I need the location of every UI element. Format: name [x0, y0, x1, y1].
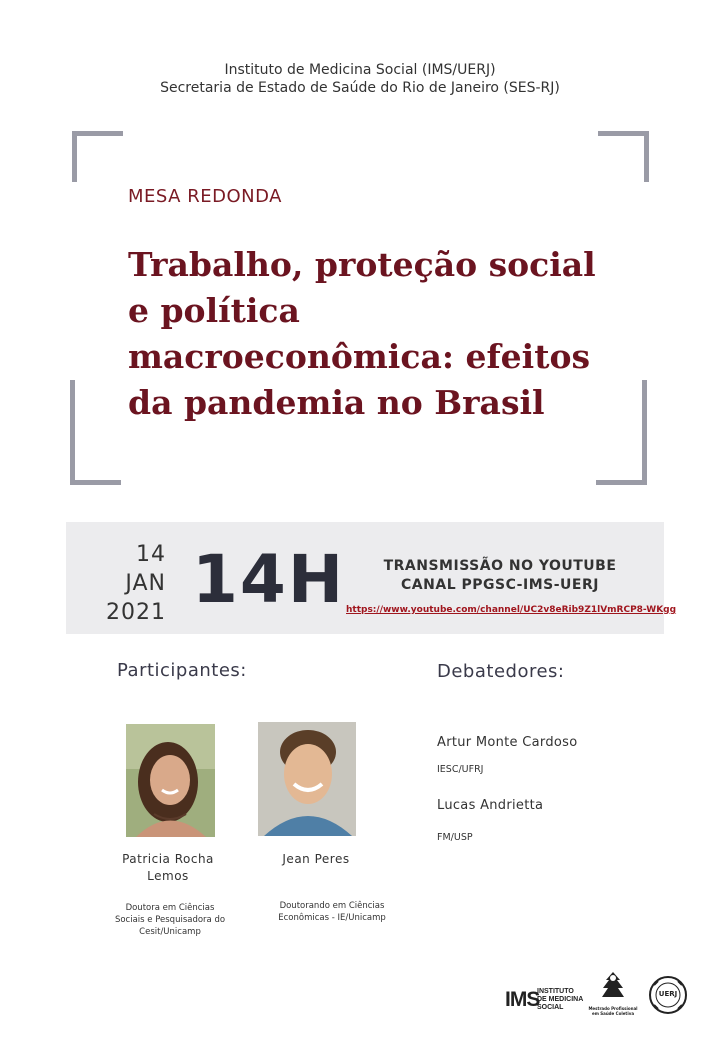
- title-line: Trabalho, proteção social: [128, 245, 596, 284]
- debater-affiliation: FM/USP: [437, 832, 473, 843]
- transmission-line-2: CANAL PPGSC-IMS-UERJ: [401, 577, 599, 593]
- mestrado-logo-text-line: Mestrado Profissional: [588, 1006, 638, 1011]
- title-line: da pandemia no Brasil: [128, 383, 545, 422]
- debaters-heading: Debatedores:: [437, 661, 565, 682]
- participant-desc-line: Sociais e Pesquisadora do: [114, 915, 226, 925]
- participant-desc-line: Doutora em Ciências: [125, 903, 215, 913]
- participant-name-line: Patricia Rocha: [122, 852, 214, 866]
- participant-name: [108, 851, 228, 885]
- event-type: MESA REDONDA: [128, 186, 282, 207]
- participant-name: [256, 851, 376, 868]
- participant-desc-line: Econômicas - IE/Unicamp: [278, 913, 386, 923]
- youtube-channel-link[interactable]: https://www.youtube.com/channel/UC2v8eRib9Z1lVmRCP8-WKgg: [346, 605, 677, 615]
- institution-line-1: Instituto de Medicina Social (IMS/UERJ): [224, 62, 496, 78]
- debater-name: Lucas Andrietta: [437, 798, 544, 813]
- participant-description: [262, 900, 402, 924]
- mestrado-emblem-icon: [590, 970, 636, 1000]
- transmission-line-1: TRANSMISSÃO NO YOUTUBE: [383, 558, 617, 574]
- participant-desc-line: Cesit/Unicamp: [139, 927, 201, 937]
- date-month: JAN: [125, 571, 166, 596]
- institution-line-2: Secretaria de Estado de Saúde do Rio de Janeiro (SES-RJ): [160, 80, 560, 96]
- debater-affiliation: IESC/UFRJ: [437, 764, 484, 775]
- participant-name-line: Jean Peres: [282, 852, 350, 866]
- ims-logo-text-line: SOCIAL: [537, 1004, 564, 1011]
- frame-corner-bottom-left: [70, 380, 121, 485]
- debater-name: Artur Monte Cardoso: [437, 735, 578, 750]
- participant-photo-jean: [258, 722, 356, 836]
- mestrado-logo: [590, 970, 636, 1020]
- mestrado-logo-text: [586, 1006, 640, 1016]
- participant-desc-line: Doutorando em Ciências: [279, 901, 385, 911]
- event-title: [128, 242, 628, 426]
- participant-name-line: Lemos: [147, 869, 189, 883]
- event-hour: 14H: [192, 541, 346, 618]
- date-day: 14: [136, 542, 166, 567]
- ims-logo-mark: IMS: [505, 988, 540, 1011]
- ims-logo-text-line: INSTITUTO: [537, 988, 574, 995]
- participant-photo-patricia: [126, 724, 215, 837]
- mestrado-logo-text-line: em Saúde Coletiva: [591, 1011, 635, 1016]
- date-year: 2021: [106, 600, 166, 625]
- uerj-seal-text: UERJ: [658, 990, 678, 998]
- uerj-seal: [648, 975, 688, 1015]
- participants-heading: Participantes:: [117, 660, 247, 681]
- title-line: e política: [128, 291, 300, 330]
- frame-corner-top-right: [598, 131, 649, 182]
- participant-description: [100, 902, 240, 938]
- ims-logo-text-line: DE MEDICINA: [537, 996, 584, 1003]
- frame-corner-top-left: [72, 131, 123, 182]
- title-line: macroeconômica: efeitos: [128, 337, 591, 376]
